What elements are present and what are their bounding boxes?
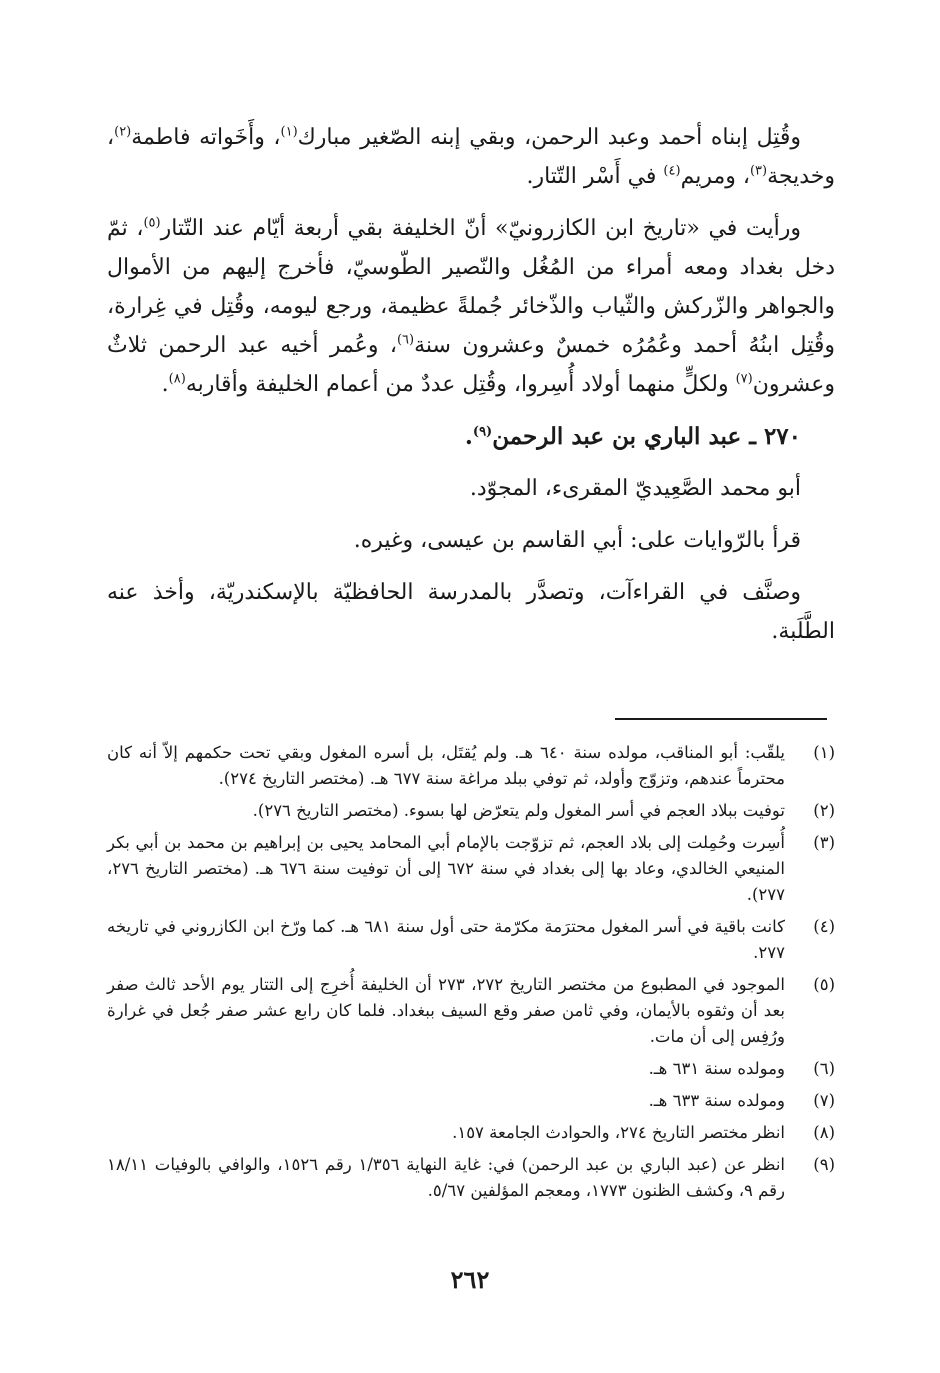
entry-heading-end: . [464, 423, 473, 450]
footnote-number: (٨) [813, 1123, 835, 1142]
footnote-divider [615, 718, 827, 720]
footnote-text: انظر مختصر التاريخ ٢٧٤، والحوادث الجامعة ١٥٧. [452, 1123, 785, 1142]
footnote-number: (٣) [813, 833, 835, 852]
entry-works-line: وصنَّف في القراءآت، وتصدَّر بالمدرسة الحافظيّة بالإسكندريّة، وأخذ عنه الطَّلَبة. [107, 580, 835, 644]
paragraph-1-text-a: وقُتِل إبناه أحمد وعبد الرحمن، وبقي إبنه الصّغير مبارك [297, 125, 802, 150]
entry-kunya-line: أبو محمد الصَّعِيديّ المقرىء، المجوّد. [469, 476, 801, 501]
footnote-ref-9: (٩) [472, 424, 493, 440]
footnote-number: (٧) [813, 1091, 835, 1110]
footnote-ref-5: (٥) [143, 215, 161, 231]
footnote-number: (٦) [813, 1059, 835, 1078]
footnote-8 [107, 1120, 835, 1146]
paragraph-1-text-c: ، وخديجة [107, 125, 835, 189]
paragraph-2 [107, 209, 835, 404]
footnote-text: أُسِرت وحُمِلت إلى بلاد العجم، ثم تزوّجت بالإمام أبي المحامد يحيى بن إبراهيم بن محمد بن أبي بكر المنيعي الخالدي، وعاد بها إلى بغداد في سنة ٦٧٢ إلى أن توفيت سنة ٦٧٦ هـ. (مختصر التاريخ ٢٧٦، ٢٧٧). [107, 833, 785, 904]
footnote-5 [107, 972, 835, 1050]
footnote-1 [107, 740, 835, 792]
paragraph-2-text-b: ، ثمّ دخل بغداد ومعه أمراء من المُغُل والنّصير الطّوسيّ، فأخرج إليهم من الأموال والجواهر والزّركش والثّياب والذّخائر جُملةً عظيمة، ورجع ليومه، وقُتِل في غِرارة، وقُتِل ابنُهُ أحمد وعُمُرُه خمسٌ وعشرون سنة [107, 216, 835, 358]
footnote-text: ومولده سنة ٦٣١ هـ. [648, 1059, 785, 1078]
entry-teachers-line: قرأ بالرّوايات على: أبي القاسم بن عيسى، وغيره. [353, 528, 801, 553]
footnote-number: (٢) [813, 801, 835, 820]
footnote-6 [107, 1056, 835, 1082]
footnote-ref-7: (٧) [735, 371, 753, 387]
footnote-text: يلقّب: أبو المناقب، مولده سنة ٦٤٠ هـ. ولم يُقتَل، بل أسره المغول وبقي تحت حكمهم إلاّ أنه كان محترماً عندهم، وتزوّج وأولد، ثم توفي ببلد مراغة سنة ٦٧٧ هـ. (مختصر التاريخ ٢٧٤). [107, 743, 785, 788]
footnote-3 [107, 830, 835, 908]
footnotes [107, 740, 835, 1210]
footnote-ref-4: (٤) [663, 163, 681, 179]
footnote-number: (١) [813, 743, 835, 762]
footnote-ref-1: (١) [280, 124, 298, 140]
paragraph-1-text-e: في أَسْر التّتار. [526, 164, 664, 189]
footnote-text: توفيت ببلاد العجم في أسر المغول ولم يتعرّض لها بسوء. (مختصر التاريخ ٢٧٦). [252, 801, 785, 820]
footnote-number: (٩) [813, 1155, 835, 1174]
footnote-ref-2: (٢) [114, 124, 132, 140]
footnote-number: (٤) [813, 917, 835, 936]
footnote-text: انظر عن (عبد الباري بن عبد الرحمن) في: غاية النهاية ١/٣٥٦ رقم ١٥٢٦، والوافي بالوفيات ١٨/١١ رقم ٩، وكشف الظنون ١٧٧٣، ومعجم المؤلفين ٥/٦٧. [107, 1155, 786, 1200]
footnote-2 [107, 798, 835, 824]
footnote-ref-3: (٣) [749, 163, 768, 179]
main-text [107, 118, 835, 664]
footnote-text: الموجود في المطبوع من مختصر التاريخ ٢٧٢، ٢٧٣ أن الخليفة أُخرِج إلى التتار يوم الأحد ثالث صفر بعد أن وثقوه بالأيمان، وفي ثامن صفر وقع السيف ببغداد. فلما كان رابع عشر صفر جُعل في غرارة ورُفِس إلى أن مات. [107, 975, 785, 1046]
footnote-7 [107, 1088, 835, 1114]
entry-heading [107, 417, 835, 456]
footnote-9 [107, 1152, 835, 1204]
footnote-number: (٥) [813, 975, 835, 994]
paragraph-2-text-d: ولكلٍّ منهما أولاد أُسِروا، وقُتِل عددٌ من أعمام الخليفة وأقاربه [185, 372, 736, 397]
paragraph-2-text-e: . [161, 372, 169, 397]
footnote-text: كانت باقية في أسر المغول محترَمة مكرّمة حتى أول سنة ٦٨١ هـ. كما ورّخ ابن الكازروني في تاريخه ٢٧٧. [107, 917, 785, 962]
entry-heading-text: ٢٧٠ ـ عبد الباري بن عبد الرحمن [492, 423, 801, 450]
footnote-text: ومولده سنة ٦٣٣ هـ. [648, 1091, 785, 1110]
paragraph-2-text-c: ، وعُمر أخيه عبد الرحمن ثلاثٌ وعشرون [107, 333, 835, 397]
footnote-ref-6: (٦) [396, 332, 415, 348]
page-number: ٢٦٢ [450, 1265, 490, 1294]
paragraph-1 [107, 118, 835, 196]
paragraph-1-text-b: ، وأَخَواته فاطمة [131, 125, 281, 150]
footnote-ref-8: (٨) [168, 371, 186, 387]
paragraph-1-text-d: ، ومريم [680, 164, 750, 189]
paragraph-2-text-a: ورأيت في «تاريخ ابن الكازرونيّ» أنّ الخليفة بقي أربعة أيّام عند التّتار [160, 216, 802, 241]
footnote-4 [107, 914, 835, 966]
